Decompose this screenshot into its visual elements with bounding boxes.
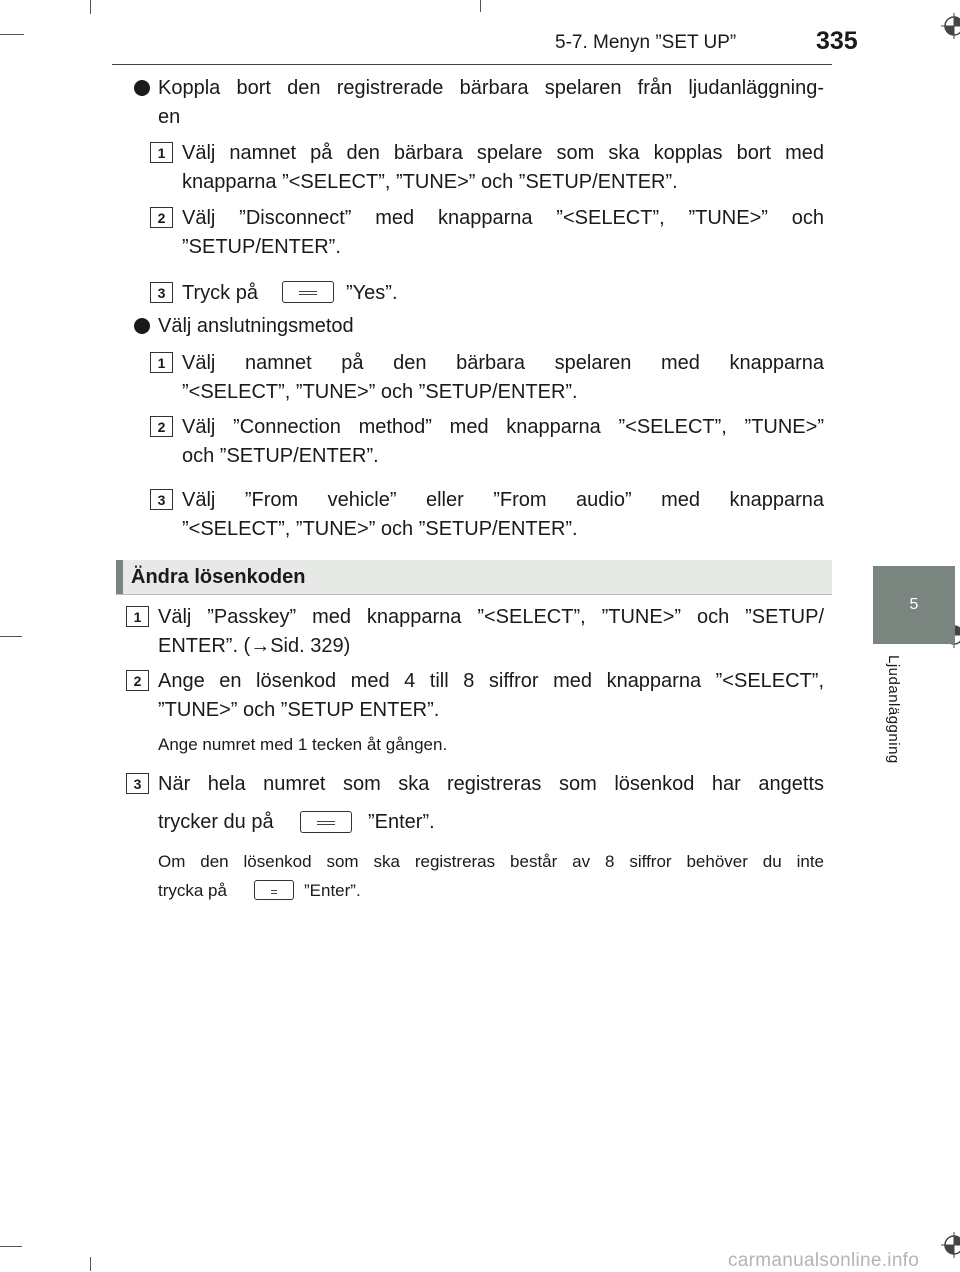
step-note: Ange numret med 1 tecken åt gången. [158, 735, 448, 754]
section-header [116, 560, 832, 595]
step-text-cont: ”TUNE>” och ”SETUP ENTER”. [158, 699, 440, 721]
step-text-cont: ”<SELECT”, ”TUNE>” och ”SETUP/ENTER”. [182, 381, 578, 403]
step-text: Tryck på [182, 282, 258, 304]
bullet-icon [134, 318, 150, 334]
step-text: Välj ”From vehicle” eller ”From audio” med knapparna [182, 489, 824, 511]
step-text-cont: knapparna ”<SELECT”, ”TUNE>” och ”SETUP/ENTER”. [182, 171, 678, 193]
crop-mark [90, 1257, 91, 1271]
header-rule [112, 64, 832, 65]
step-text-cont: ”Yes”. [346, 282, 398, 304]
step-note: Om den lösenkod som ska registreras består av 8 siffror behöver du inte [158, 852, 824, 871]
step-number: 3 [150, 282, 173, 303]
menu-key-icon [254, 880, 294, 900]
bullet-icon [134, 80, 150, 96]
step-number: 3 [126, 773, 149, 794]
step-text: När hela numret som ska registreras som lösenkod har angetts [158, 773, 824, 795]
step-number: 1 [150, 352, 173, 373]
crop-mark [0, 1246, 22, 1247]
step-text-cont: ”Enter”. [368, 811, 435, 833]
section-title: Ändra lösenkoden [131, 566, 306, 588]
step-number: 3 [150, 489, 173, 510]
step-text: Välj ”Connection method” med knapparna ”<SELECT”, ”TUNE>” [182, 416, 824, 438]
crop-mark [480, 0, 481, 12]
registration-mark-icon [941, 1232, 960, 1258]
step-text-part: ENTER”. ( [158, 635, 251, 657]
step-text: Välj namnet på den bärbara spelaren med knapparna [182, 352, 824, 374]
crop-mark [90, 0, 91, 14]
crop-mark [0, 636, 22, 637]
watermark: carmanualsonline.info [728, 1250, 920, 1271]
section-header-bar [116, 560, 123, 594]
menu-key-icon [282, 281, 334, 303]
step-text: Välj ”Disconnect” med knapparna ”<SELECT”, ”TUNE>” och [182, 207, 824, 229]
connection-heading: Välj anslutningsmetod [158, 315, 354, 337]
chapter-number: 5 [909, 596, 919, 613]
step-note-cont: ”Enter”. [304, 881, 361, 900]
disconnect-heading: Koppla bort den registrerade bärbara spelaren från ljudanläggning- [158, 77, 824, 99]
step-number: 1 [150, 142, 173, 163]
page-number: 335 [816, 27, 858, 55]
step-number: 2 [150, 207, 173, 228]
step-text-cont: trycker du på [158, 811, 274, 833]
arrow-icon: → [250, 635, 271, 657]
registration-mark-icon [941, 13, 960, 39]
step-number: 2 [150, 416, 173, 437]
chapter-title: Ljudanläggning [885, 655, 902, 764]
step-number: 1 [126, 606, 149, 627]
step-text: Välj ”Passkey” med knapparna ”<SELECT”, ”TUNE>” och ”SETUP/ [158, 606, 824, 628]
chapter-tab [873, 566, 955, 644]
step-number: 2 [126, 670, 149, 691]
menu-key-icon [300, 811, 352, 833]
disconnect-heading-cont: en [158, 106, 181, 128]
running-header: 5-7. Menyn ”SET UP” [555, 32, 737, 53]
step-note-cont: trycka på [158, 881, 227, 900]
step-text: Ange en lösenkod med 4 till 8 siffror med knapparna ”<SELECT”, [158, 670, 824, 692]
step-text-cont [158, 636, 350, 656]
page-reference: Sid. 329) [270, 635, 351, 657]
step-text-cont: ”SETUP/ENTER”. [182, 236, 341, 258]
step-text-cont: och ”SETUP/ENTER”. [182, 445, 379, 467]
crop-mark [0, 34, 24, 35]
step-text-cont: ”<SELECT”, ”TUNE>” och ”SETUP/ENTER”. [182, 518, 578, 540]
step-text: Välj namnet på den bärbara spelare som ska kopplas bort med [182, 142, 824, 164]
